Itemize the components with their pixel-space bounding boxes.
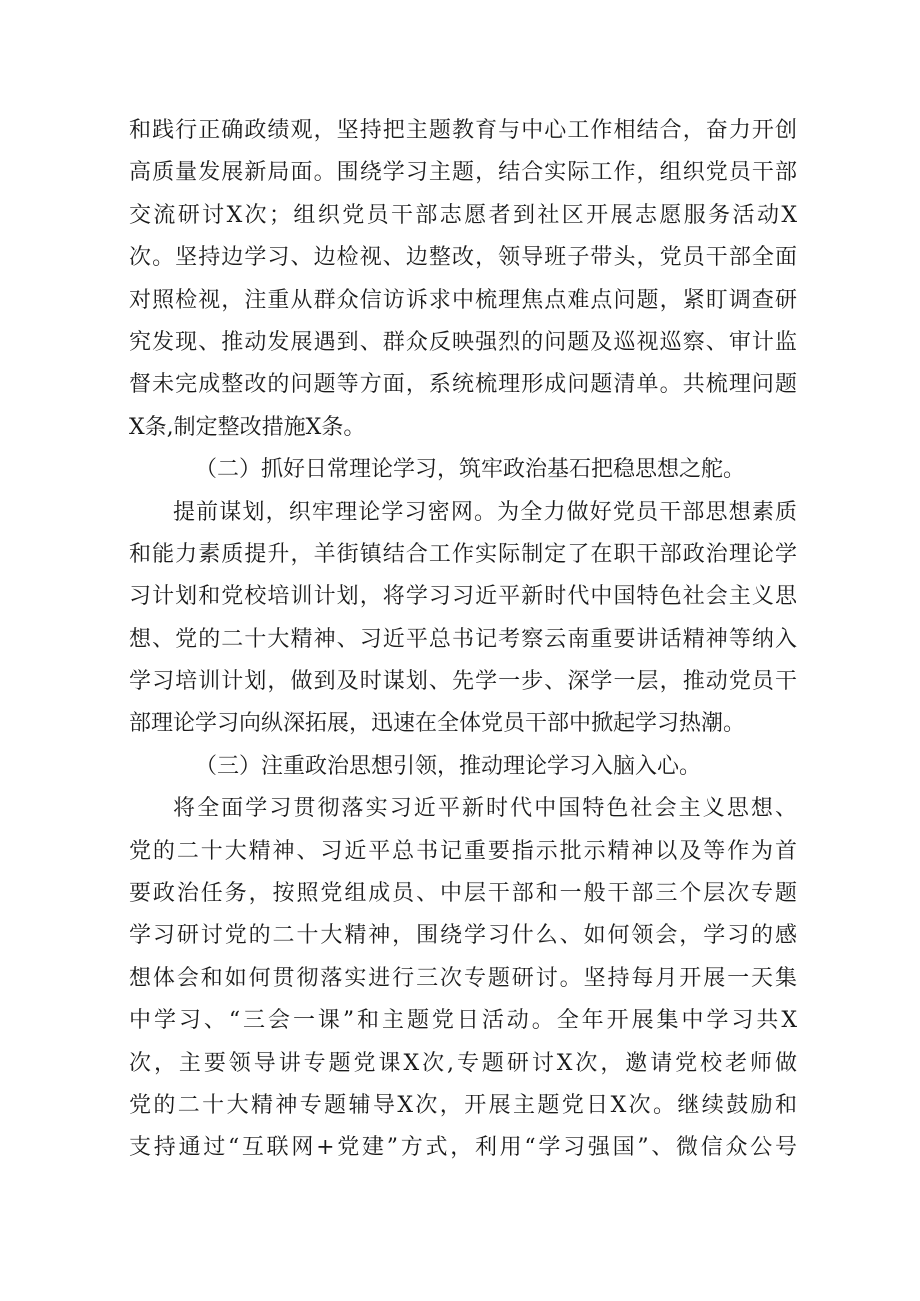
text-line: 究发现、推动发展遇到、群众反映强烈的问题及巡视巡察、审计监 — [129, 329, 797, 355]
text-line: 和能力素质提升，羊街镇结合工作实际制定了在职干部政治理论学 — [129, 541, 797, 567]
text-line: 交流研讨X次；组织党员干部志愿者到社区开展志愿服务活动X — [129, 202, 797, 228]
text-line: X条,制定整改措施X条。 — [129, 414, 366, 440]
text-line: 学习培训计划，做到及时谋划、先学一步、深学一层，推动党员干 — [129, 669, 797, 695]
text-line: 次，主要领导讲专题党课X次,专题研讨X次，邀请党校老师做 — [129, 1050, 797, 1076]
document-body — [129, 110, 797, 1170]
text-line: 提前谋划，织牢理论学习密网。为全力做好党员干部思想素质 — [173, 499, 797, 525]
section-heading: （三）注重政治思想引领，推动理论学习入脑入心。 — [195, 753, 702, 779]
text-line: 对照检视，注重从群众信访诉求中梳理焦点难点问题，紧盯调查研 — [129, 287, 797, 313]
text-line: 高质量发展新局面。围绕学习主题，结合实际工作，组织党员干部 — [129, 160, 797, 186]
text-line: 党的二十大精神、习近平总书记重要指示批示精神以及等作为首 — [129, 838, 797, 864]
text-line: 想体会和如何贯彻落实进行三次专题研讨。坚持每月开展一天集 — [129, 965, 797, 991]
text-line: 党的二十大精神专题辅导X次，开展主题党日X次。继续鼓励和 — [129, 1092, 797, 1118]
text-line: 习计划和党校培训计划，将学习习近平新时代中国特色社会主义思 — [129, 584, 797, 610]
text-line: 要政治任务，按照党组成员、中层干部和一般干部三个层次专题 — [129, 881, 797, 907]
text-line: 学习研讨党的二十大精神，围绕学习什么、如何领会，学习的感 — [129, 923, 797, 949]
text-line: 和践行正确政绩观，坚持把主题教育与中心工作相结合，奋力开创 — [129, 118, 797, 143]
text-line: 想、党的二十大精神、习近平总书记考察云南重要讲话精神等纳入 — [129, 626, 797, 652]
text-line: 中学习、“三会一课”和主题党日活动。全年开展集中学习共X — [129, 1008, 797, 1034]
text-line: 督未完成整改的问题等方面，系统梳理形成问题清单。共梳理问题 — [129, 372, 797, 398]
text-line: 部理论学习向纵深拓展，迅速在全体党员干部中掀起学习热潮。 — [129, 711, 746, 737]
text-line: 次。坚持边学习、边检视、边整改，领导班子带头，党员干部全面 — [129, 245, 797, 271]
text-line: 将全面学习贯彻落实习近平新时代中国特色社会主义思想、 — [173, 796, 797, 822]
text-line: 支持通过“互联网+党建”方式，利用“学习强国”、微信众公号 — [129, 1135, 797, 1161]
section-heading: （二）抓好日常理论学习，筑牢政治基石把稳思想之舵。 — [195, 457, 746, 483]
